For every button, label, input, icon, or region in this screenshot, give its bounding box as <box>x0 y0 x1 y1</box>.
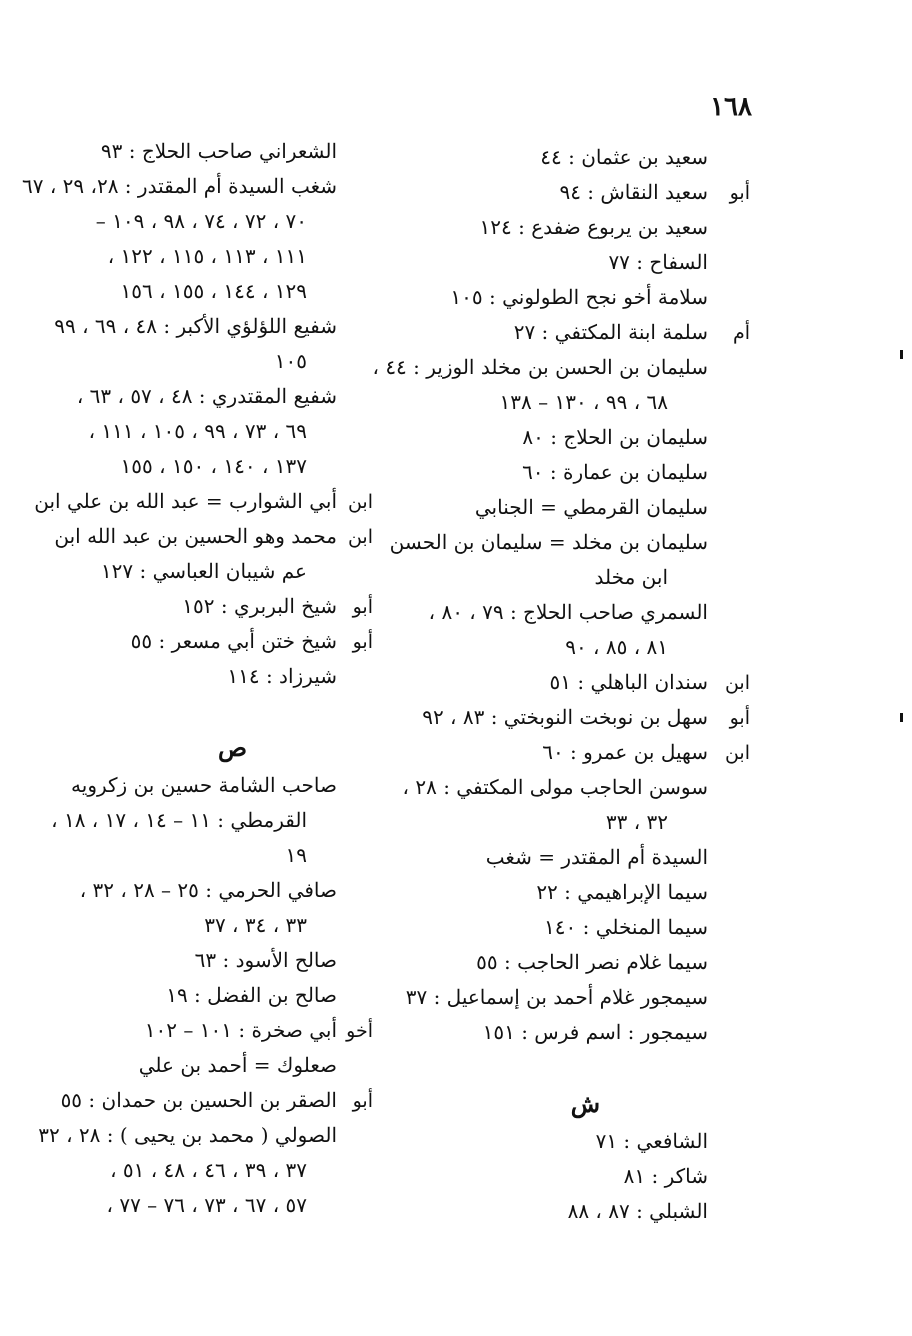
index-entry <box>400 945 750 980</box>
entry-prefix: أبو <box>352 631 373 653</box>
section-heading: ش <box>570 1089 600 1118</box>
index-entry-continuation <box>28 1188 373 1223</box>
entry-text: أبي صخرة : ١٠١ – ١٠٢ <box>144 1018 337 1042</box>
entry-text: ٨١ ، ٨٥ ، ٩٠ <box>565 635 668 659</box>
index-entry-continuation <box>400 560 750 595</box>
index-entry <box>28 519 373 589</box>
index-entry-line <box>400 420 750 455</box>
entry-text: سليمان بن مخلد = سليمان بن الحسن <box>389 530 708 554</box>
index-entry-line <box>28 659 373 694</box>
entry-prefix: ابن <box>347 526 373 548</box>
index-entry <box>28 1013 373 1048</box>
section-gap <box>28 694 373 728</box>
entry-text: سعيد النقاش : ٩٤ <box>559 180 708 204</box>
index-entry <box>28 1083 373 1118</box>
entry-text: سليمان بن الحسن بن مخلد الوزير : ٤٤ ، <box>372 355 708 379</box>
index-entry-continuation <box>28 204 373 239</box>
index-entry-line <box>400 315 750 350</box>
index-entry-line <box>22 169 373 204</box>
index-entry-line <box>400 455 750 490</box>
index-entry-line <box>28 134 373 169</box>
index-entry <box>28 134 373 169</box>
index-entry-continuation <box>28 274 373 309</box>
index-entry <box>400 420 750 455</box>
index-entry <box>400 980 750 1015</box>
index-entry-line <box>28 309 373 344</box>
index-entry-line <box>400 945 750 980</box>
entry-text: الشبلي : ٨٧ ، ٨٨ <box>567 1199 708 1223</box>
entry-prefix: ابن <box>347 491 373 513</box>
index-entry <box>28 978 373 1013</box>
entry-text: سندان الباهلي : ٥١ <box>549 670 708 694</box>
index-entry <box>400 1194 750 1229</box>
index-entry-line <box>28 768 373 803</box>
index-entry-line <box>400 700 750 735</box>
index-entry-continuation <box>28 838 373 873</box>
entry-text: شاكر : ٨١ <box>623 1164 708 1188</box>
entry-prefix: أم <box>732 322 750 344</box>
index-entry-line <box>28 1118 373 1153</box>
entry-text: أبي الشوارب = عبد الله بن علي ابن <box>34 489 337 513</box>
index-entry-line <box>28 1048 373 1083</box>
index-entry-line <box>28 589 373 624</box>
index-entry-line <box>400 770 750 805</box>
index-entry-line <box>400 840 750 875</box>
index-entry-line <box>400 735 750 770</box>
index-entry-line <box>400 665 750 700</box>
index-entry <box>28 589 373 624</box>
entry-prefix: أبو <box>352 1090 373 1112</box>
entry-text: ١١١ ، ١١٣ ، ١١٥ ، ١٢٢ ، <box>107 244 307 268</box>
index-entry-continuation <box>28 1153 373 1188</box>
entry-prefix: أبو <box>729 707 750 729</box>
index-entry-continuation <box>400 805 750 840</box>
index-entry-line <box>28 519 373 554</box>
entry-text: ١٢٩ ، ١٤٤ ، ١٥٥ ، ١٥٦ <box>120 279 307 303</box>
index-entry-line <box>400 1194 750 1229</box>
entry-text: سعيد بن يربوع ضفدع : ١٢٤ <box>479 215 708 239</box>
index-entry <box>400 770 750 840</box>
entry-text: سلمة ابنة المكتفي : ٢٧ <box>513 320 708 344</box>
index-entry-line <box>400 595 750 630</box>
index-entry <box>400 490 750 525</box>
index-entry <box>400 245 750 280</box>
index-entry <box>28 379 373 484</box>
section-heading: ص <box>217 733 247 762</box>
entry-text: ٣٧ ، ٣٩ ، ٤٦ ، ٤٨ ، ٥١ ، <box>110 1158 307 1182</box>
index-entry <box>400 1159 750 1194</box>
entry-text: سيما المنخلي : ١٤٠ <box>544 915 708 939</box>
entry-text: صافي الحرمي : ٢٥ – ٢٨ ، ٣٢ ، <box>79 878 337 902</box>
entry-text: ٧٠ ، ٧٢ ، ٧٤ ، ٩٨ ، ١٠٩ – <box>95 209 307 233</box>
index-entry <box>400 280 750 315</box>
index-entry-line <box>28 978 373 1013</box>
index-entry-continuation <box>400 385 750 420</box>
entry-text: سيما غلام نصر الحاجب : ٥٥ <box>476 950 708 974</box>
entry-text: الشعراني صاحب الحلاج : ٩٣ <box>100 139 337 163</box>
index-entry-continuation <box>28 803 373 838</box>
index-entry <box>400 1015 750 1050</box>
entry-text: سيما الإبراهيمي : ٢٢ <box>536 880 708 904</box>
index-entry <box>400 595 750 665</box>
index-entry <box>389 525 750 595</box>
entry-text: شفيع اللؤلؤي الأكبر : ٤٨ ، ٦٩ ، ٩٩ <box>54 314 337 338</box>
entry-prefix: ابن <box>724 742 750 764</box>
index-entry <box>28 873 373 943</box>
index-entry-continuation <box>400 630 750 665</box>
index-entry <box>28 624 373 659</box>
index-entry <box>400 735 750 770</box>
index-entry-line <box>400 280 750 315</box>
index-entry <box>400 210 750 245</box>
entry-prefix: أبو <box>352 596 373 618</box>
entry-text: شغب السيدة أم المقتدر : ٢٨، ٢٩ ، ٦٧ <box>22 174 337 198</box>
margin-mark <box>900 350 903 359</box>
left-column <box>22 134 373 1223</box>
entry-text: ١٩ <box>285 843 307 867</box>
index-entry <box>400 140 750 175</box>
entry-prefix: ابن <box>724 672 750 694</box>
section-gap <box>400 1050 750 1084</box>
index-entry-line <box>400 1124 750 1159</box>
entry-text: سلامة أخو نجح الطولوني : ١٠٥ <box>450 285 708 309</box>
index-entry <box>400 175 750 210</box>
entry-text: سيمجور : اسم فرس : ١٥١ <box>482 1020 708 1044</box>
entry-text: سيمجور غلام أحمد بن إسماعيل : ٣٧ <box>405 985 708 1009</box>
index-entry <box>28 943 373 978</box>
entry-text: ٦٩ ، ٧٣ ، ٩٩ ، ١٠٥ ، ١١١ ، <box>88 419 307 443</box>
index-entry-line <box>372 350 750 385</box>
index-entry-line <box>28 379 373 414</box>
index-entry <box>28 1048 373 1083</box>
entry-text: سعيد بن عثمان : ٤٤ <box>540 145 708 169</box>
index-entry-continuation <box>28 908 373 943</box>
index-entry <box>400 910 750 945</box>
entry-text: صالح بن الفضل : ١٩ <box>166 983 337 1007</box>
index-entry-line <box>400 245 750 280</box>
entry-text: عم شيبان العباسي : ١٢٧ <box>100 559 307 583</box>
entry-text: ٣٣ ، ٣٤ ، ٣٧ <box>204 913 307 937</box>
index-entry <box>28 484 373 519</box>
entry-text: السيدة أم المقتدر = شغب <box>485 845 708 869</box>
index-entry-line <box>400 1159 750 1194</box>
entry-text: صعلوك = أحمد بن علي <box>138 1053 337 1077</box>
entry-text: ١٠٥ <box>274 349 307 373</box>
entry-text: ١٣٧ ، ١٤٠ ، ١٥٠ ، ١٥٥ <box>120 454 307 478</box>
index-entry <box>28 309 373 379</box>
entry-text: ٣٢ ، ٣٣ <box>605 810 668 834</box>
entry-prefix: أخو <box>346 1020 373 1042</box>
index-entry <box>28 659 373 694</box>
entry-text: سليمان بن عمارة : ٦٠ <box>522 460 708 484</box>
entry-text: الصقر بن الحسين بن حمدان : ٥٥ <box>60 1088 337 1112</box>
index-entry-continuation <box>28 414 373 449</box>
index-entry-continuation <box>28 344 373 379</box>
entry-text: القرمطي : ١١ – ١٤ ، ١٧ ، ١٨ ، <box>51 808 307 832</box>
index-entry <box>400 315 750 350</box>
entry-text: الصولي ( محمد بن يحيى ) : ٢٨ ، ٣٢ <box>38 1123 337 1147</box>
index-entry <box>400 455 750 490</box>
entry-text: سهل بن نوبخت النوبختي : ٨٣ ، ٩٢ <box>422 705 708 729</box>
page-number: ١٦٨ <box>710 92 752 122</box>
index-entry <box>28 768 373 873</box>
entry-text: السمري صاحب الحلاج : ٧٩ ، ٨٠ ، <box>428 600 708 624</box>
entry-text: السفاح : ٧٧ <box>608 250 708 274</box>
entry-text: سهيل بن عمرو : ٦٠ <box>542 740 708 764</box>
index-entry-line <box>28 1013 373 1048</box>
index-entry <box>400 840 750 875</box>
index-entry <box>400 700 750 735</box>
index-entry <box>400 1124 750 1159</box>
index-entry-line <box>400 910 750 945</box>
entry-text: سليمان القرمطي = الجنابي <box>474 495 708 519</box>
index-entry-line <box>400 210 750 245</box>
index-entry-line <box>400 140 750 175</box>
index-entry-line <box>28 624 373 659</box>
entry-text: شفيع المقتدري : ٤٨ ، ٥٧ ، ٦٣ ، <box>76 384 337 408</box>
entry-text: صالح الأسود : ٦٣ <box>194 948 337 972</box>
margin-mark <box>900 713 903 722</box>
index-entry-line <box>400 175 750 210</box>
index-entry <box>22 169 373 309</box>
entry-text: سليمان بن الحلاج : ٨٠ <box>522 425 708 449</box>
index-entry-line <box>28 484 373 519</box>
index-entry-line <box>400 875 750 910</box>
entry-text: شيرزاد : ١١٤ <box>227 664 337 688</box>
entry-text: ٥٧ ، ٦٧ ، ٧٣ ، ٧٦ – ٧٧ ، <box>106 1193 307 1217</box>
index-entry-line <box>389 525 750 560</box>
index-entry-line <box>400 1015 750 1050</box>
entry-text: محمد وهو الحسين بن عبد الله ابن <box>54 524 337 548</box>
index-entry-continuation <box>28 554 373 589</box>
index-entry <box>28 1118 373 1223</box>
entry-text: صاحب الشامة حسين بن زكرويه <box>71 773 337 797</box>
entry-text: الشافعي : ٧١ <box>595 1129 708 1153</box>
index-entry-line <box>28 873 373 908</box>
index-entry-continuation <box>28 449 373 484</box>
entry-text: ٦٨ ، ٩٩ ، ١٣٠ – ١٣٨ <box>499 390 668 414</box>
index-entry-line <box>400 490 750 525</box>
index-entry <box>400 665 750 700</box>
entry-text: سوسن الحاجب مولى المكتفي : ٢٨ ، <box>402 775 708 799</box>
index-entry <box>400 875 750 910</box>
index-entry <box>372 350 750 420</box>
entry-text: ابن مخلد <box>594 565 668 589</box>
right-column <box>372 140 750 1229</box>
entry-text: شيخ البربري : ١٥٢ <box>182 594 337 618</box>
entry-prefix: أبو <box>729 182 750 204</box>
index-entry-line <box>400 980 750 1015</box>
entry-text: شيخ ختن أبي مسعر : ٥٥ <box>130 629 337 653</box>
index-entry-continuation <box>28 239 373 274</box>
index-entry-line <box>28 943 373 978</box>
index-entry-line <box>28 1083 373 1118</box>
